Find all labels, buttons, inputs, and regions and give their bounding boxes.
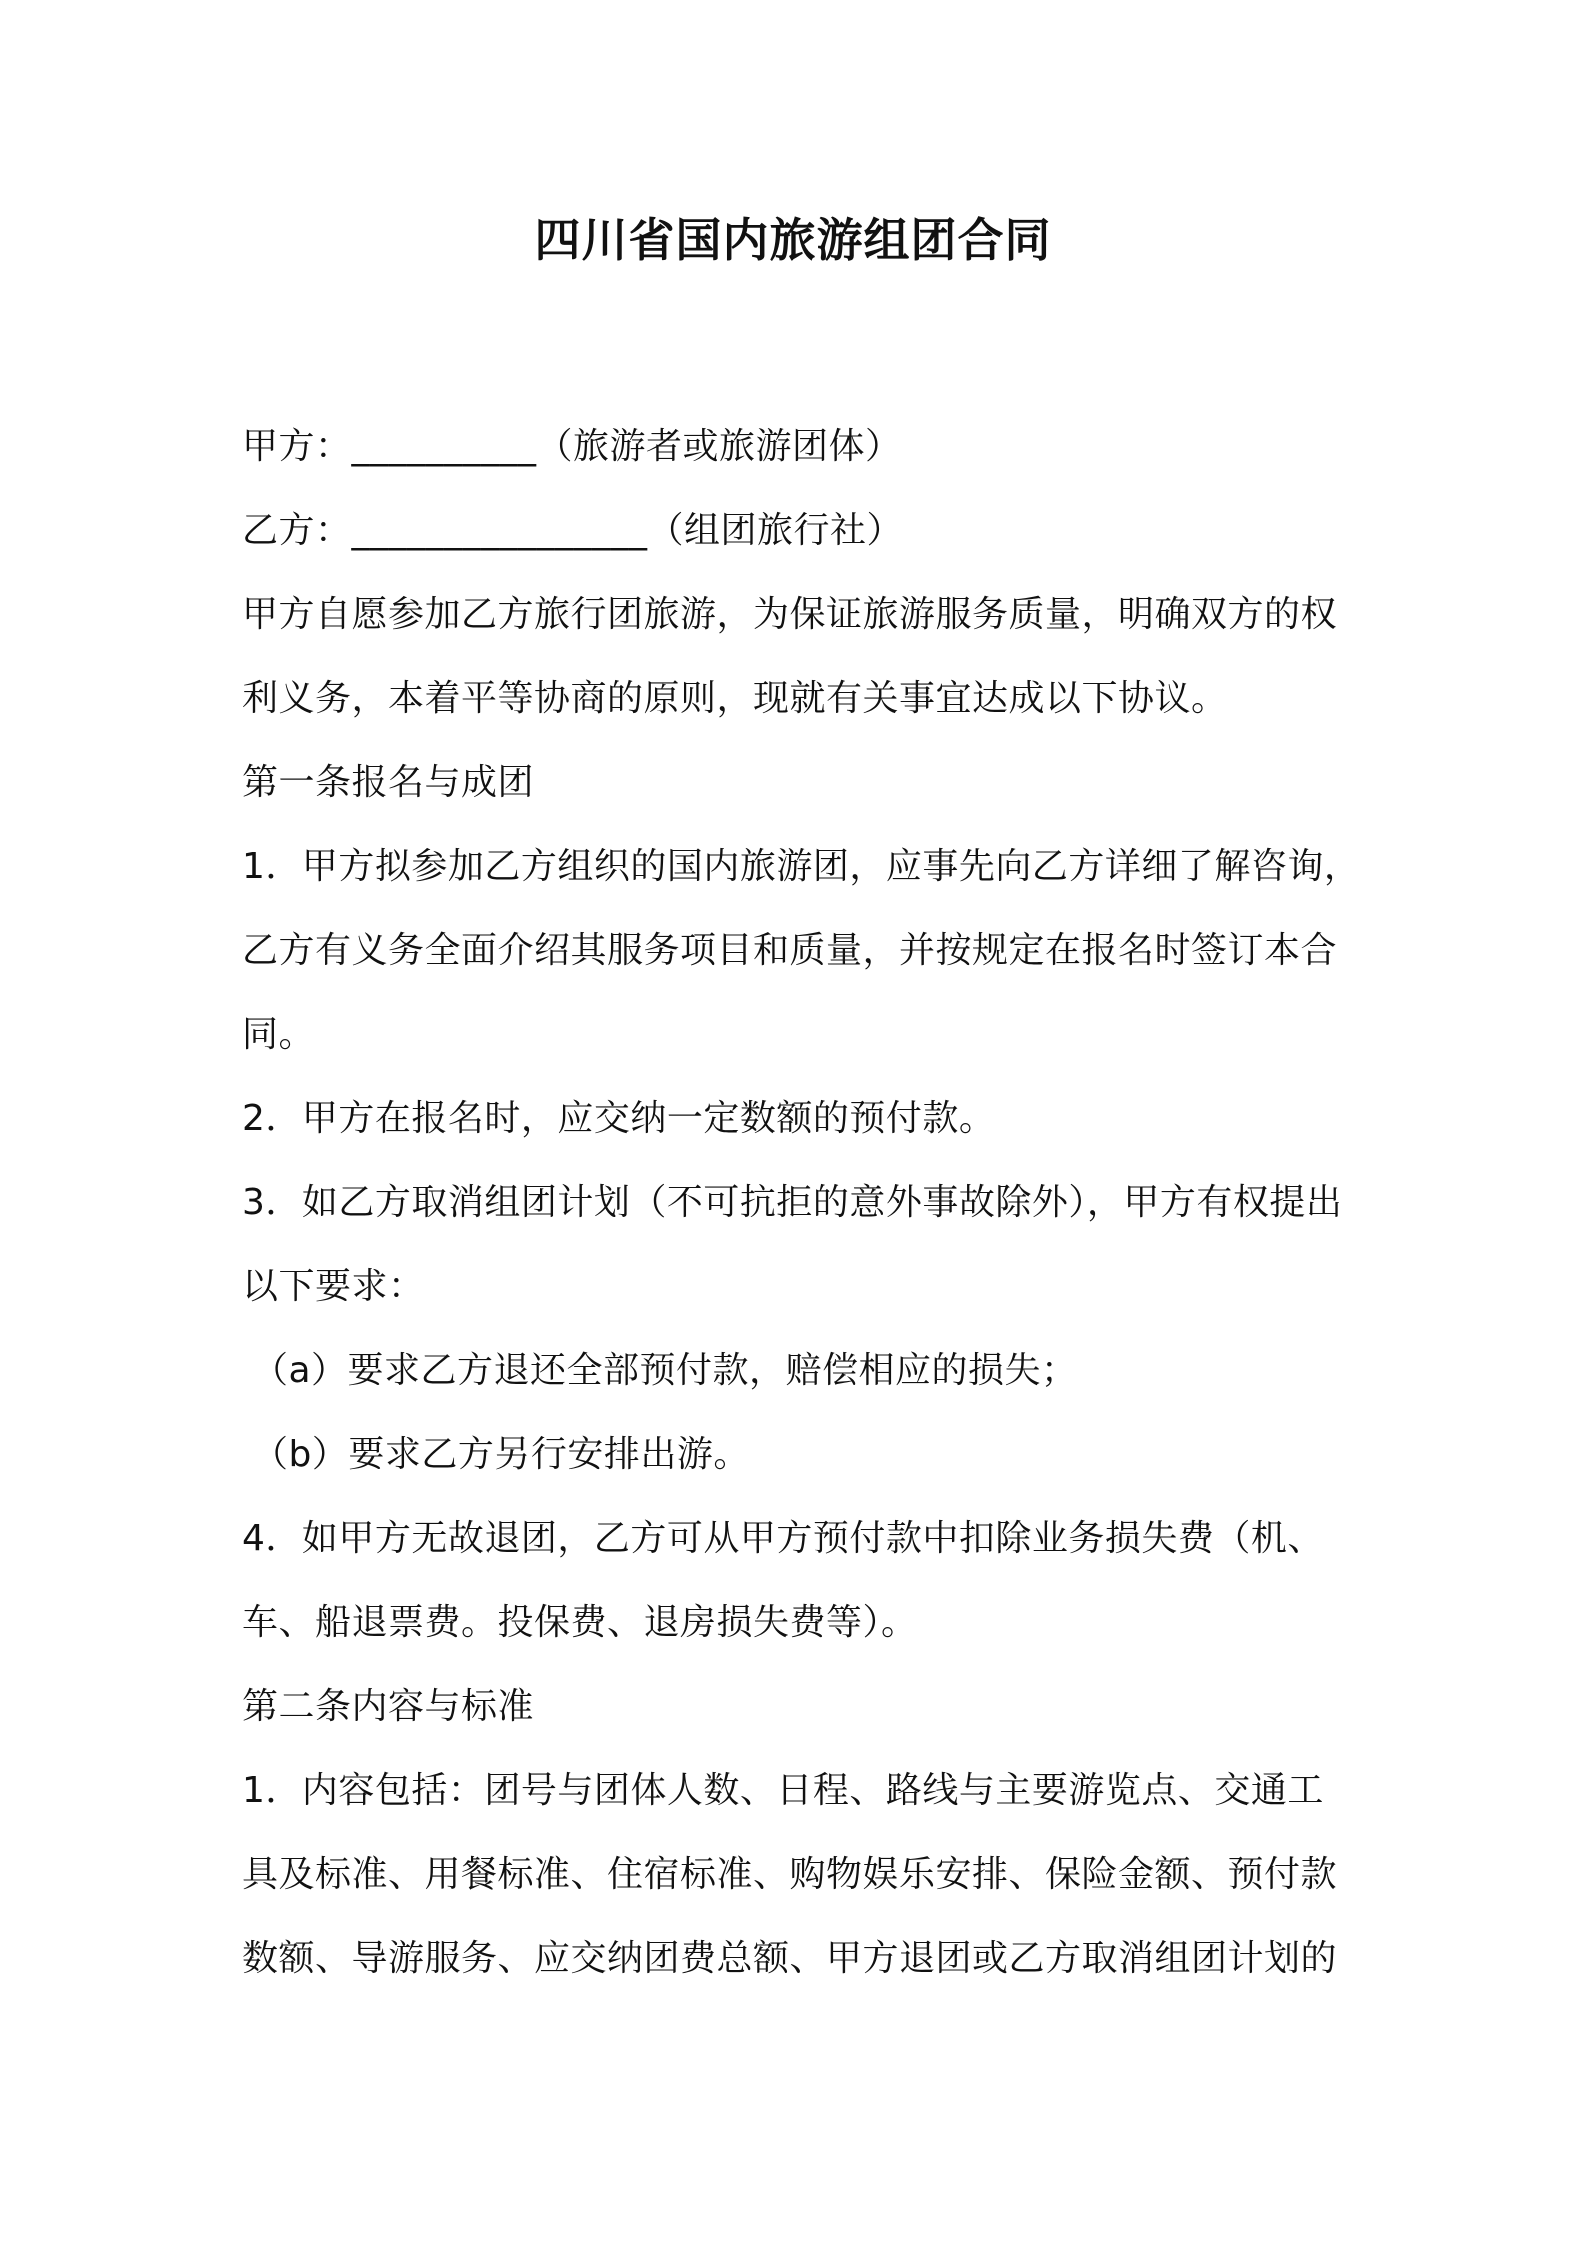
sub-clause-line: （a）要求乙方退还全部预付款，赔偿相应的损失； bbox=[252, 1350, 1078, 1391]
clause-line: 3．如乙方取消组团计划（不可抗拒的意外事故除外），甲方有权提出 bbox=[242, 1182, 1343, 1223]
article-heading: 第一条报名与成团 bbox=[242, 762, 535, 803]
preamble-line: 利义务，本着平等协商的原则，现就有关事宜达成以下协议。 bbox=[242, 678, 1228, 719]
clause-line: 1．内容包括：团号与团体人数、日程、路线与主要游览点、交通工 bbox=[242, 1770, 1324, 1811]
clause-line: 2．甲方在报名时，应交纳一定数额的预付款。 bbox=[242, 1098, 996, 1139]
clause-line: 具及标准、用餐标准、住宿标准、购物娱乐安排、保险金额、预付款 bbox=[242, 1854, 1338, 1895]
preamble-line: 甲方自愿参加乙方旅行团旅游，为保证旅游服务质量，明确双方的权 bbox=[242, 594, 1338, 635]
clause-line: 以下要求： bbox=[242, 1266, 425, 1307]
clause-line: 乙方有义务全面介绍其服务项目和质量，并按规定在报名时签订本合 bbox=[242, 930, 1338, 971]
clause-line: 同。 bbox=[242, 1014, 316, 1055]
party-a-line: 甲方：__________（旅游者或旅游团体） bbox=[242, 426, 902, 467]
sub-clause-line: （b）要求乙方另行安排出游。 bbox=[252, 1434, 750, 1475]
document-title: 四川省国内旅游组团合同 bbox=[534, 213, 1052, 267]
article-heading: 第二条内容与标准 bbox=[242, 1686, 535, 1727]
clause-line: 数额、导游服务、应交纳团费总额、甲方退团或乙方取消组团计划的 bbox=[242, 1938, 1338, 1979]
clause-line: 车、船退票费。投保费、退房损失费等）。 bbox=[242, 1602, 918, 1643]
clause-line: 1．甲方拟参加乙方组织的国内旅游团，应事先向乙方详细了解咨询， bbox=[242, 846, 1361, 887]
document-body bbox=[242, 405, 1361, 2001]
clause-line: 4．如甲方无故退团，乙方可从甲方预付款中扣除业务损失费（机、 bbox=[242, 1518, 1324, 1559]
party-b-line: 乙方：________________（组团旅行社） bbox=[242, 510, 904, 551]
